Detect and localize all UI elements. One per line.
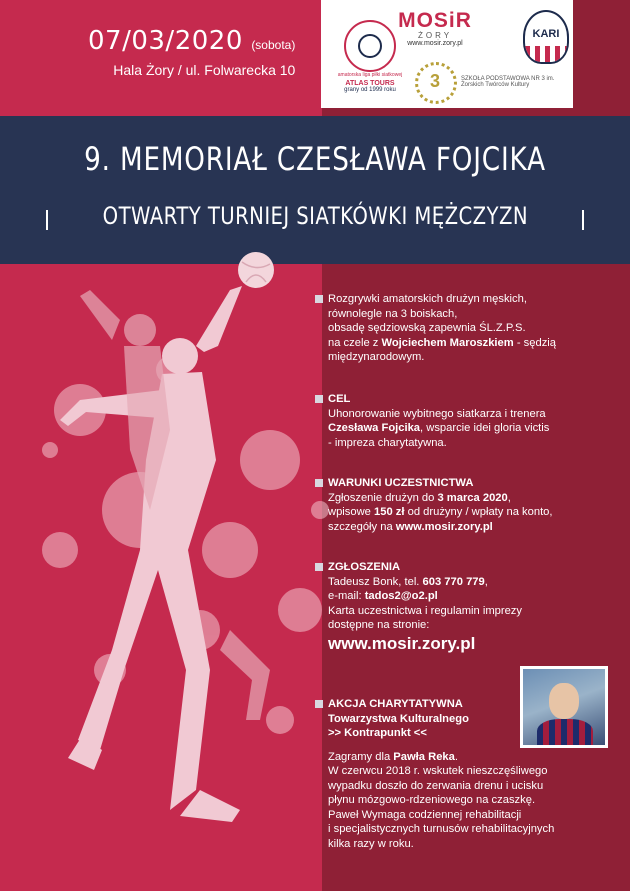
shield-icon bbox=[523, 10, 569, 64]
entry-fee: 150 zł bbox=[374, 506, 405, 518]
square-bullet-icon bbox=[315, 395, 323, 403]
mosir-city: ŻORY bbox=[417, 31, 453, 40]
akcja-line: Paweł Wymaga codziennej rehabilitacji bbox=[328, 808, 522, 821]
event-venue: Hala Żory / ul. Folwarecka 10 bbox=[113, 62, 296, 78]
akcja-line: płynu mózgowo-rdzeniowego na czaszkę. bbox=[328, 794, 536, 806]
akcja-line: kilka razy w roku. bbox=[328, 837, 414, 850]
mosir-word: MOSiR bbox=[398, 9, 472, 32]
cel-text: , wsparcie idei gloria victis bbox=[420, 422, 550, 434]
event-day: (sobota) bbox=[251, 38, 296, 52]
kari-stripes bbox=[525, 46, 567, 62]
intro-line: Rozgrywki amatorskich drużyn męskich, bbox=[328, 293, 527, 305]
section-warunki bbox=[328, 476, 624, 534]
website-link[interactable]: www.mosir.zory.pl bbox=[328, 633, 476, 653]
warunki-heading: WARUNKI UCZESTNICTWA bbox=[328, 477, 474, 489]
kari-name: KARI bbox=[532, 28, 560, 40]
warunki-text: Zgłoszenie drużyn do bbox=[328, 491, 438, 504]
section-intro bbox=[328, 292, 624, 365]
kari-logo bbox=[523, 10, 567, 60]
square-bullet-icon bbox=[315, 563, 323, 571]
akcja-line: W czerwcu 2018 r. wskutek nieszczęśliwego bbox=[328, 765, 548, 777]
cel-heading: CEL bbox=[328, 393, 351, 405]
zgloszenia-text: Tadeusz Bonk, tel. bbox=[328, 575, 423, 588]
akcja-line bbox=[328, 750, 624, 765]
sponsor-logos bbox=[321, 0, 573, 108]
honoree-name: Czesława Fojcika bbox=[328, 422, 421, 434]
square-bullet-icon bbox=[315, 700, 323, 708]
event-subtitle: OTWARTY TURNIEJ SIATKÓWKI MĘŻCZYZN bbox=[102, 202, 528, 230]
header bbox=[0, 0, 630, 108]
akcja-text: Zagramy dla bbox=[328, 750, 394, 763]
cel-line bbox=[328, 421, 624, 436]
zgloszenia-line bbox=[328, 589, 624, 604]
akcja-heading: AKCJA CHARYTATYWNA bbox=[328, 698, 463, 710]
zgloszenia-line: Karta uczestnictwa i regulamin imprezy bbox=[328, 604, 522, 617]
warunki-text: , bbox=[507, 491, 511, 504]
cel-line: Uhonorowanie wybitnego siatkarza i trenera bbox=[328, 407, 546, 420]
square-bullet-icon bbox=[315, 479, 323, 487]
title-band bbox=[0, 116, 630, 264]
akcja-org-name: >> Kontrapunkt << bbox=[328, 727, 427, 739]
event-info bbox=[88, 26, 295, 78]
akcja-text: . bbox=[454, 750, 458, 763]
atlas-arc-text: amatorska liga piłki siatkowej bbox=[337, 72, 403, 78]
akcja-line: wypadku doszło do zerwania drenu i ucisku bbox=[328, 779, 544, 792]
intro-line: międzynarodowym. bbox=[328, 351, 425, 363]
sp3-text: SZKOŁA PODSTAWOWA NR 3 im. Żorskich Twórców Kultury bbox=[461, 76, 555, 88]
details-link[interactable]: www.mosir.zory.pl bbox=[395, 520, 493, 533]
warunki-line bbox=[328, 491, 624, 506]
intro-text: - sędzią bbox=[513, 336, 556, 349]
volleyball-players-illustration bbox=[20, 250, 340, 850]
warunki-text: szczegóły na bbox=[328, 520, 396, 533]
zgloszenia-text: e-mail: bbox=[328, 590, 365, 602]
subtitle-row bbox=[0, 202, 630, 230]
mosir-url: www.mosir.zory.pl bbox=[407, 40, 463, 47]
warunki-text: od drużyny / wpłaty na konto, bbox=[404, 506, 553, 518]
akcja-line: i specjalistycznych turnusów rehabilitacyjnych bbox=[328, 823, 555, 835]
intro-line: równolegle na 3 boiskach, bbox=[328, 307, 458, 320]
atlas-name: ATLAS TOURS bbox=[345, 80, 395, 87]
section-cel bbox=[328, 392, 624, 450]
zgloszenia-line: dostępne na stronie: bbox=[328, 619, 430, 631]
akcja-org: Towarzystwa Kulturalnego bbox=[328, 712, 469, 725]
intro-line bbox=[328, 336, 624, 351]
beneficiary-name: Pawła Reka bbox=[393, 750, 455, 763]
referee-name: Wojciechem Maroszkiem bbox=[381, 336, 514, 349]
subtitle-bar-right bbox=[582, 210, 584, 230]
email-link[interactable]: tados2@o2.pl bbox=[364, 590, 438, 602]
zgloszenia-text: , bbox=[484, 575, 488, 588]
phone-number[interactable]: 603 770 779 bbox=[422, 575, 485, 588]
subtitle-bar-left bbox=[46, 210, 48, 230]
deadline-date: 3 marca 2020 bbox=[437, 491, 508, 504]
atlas-sub: grany od 1999 roku bbox=[344, 87, 396, 93]
cel-line: - impreza charytatywna. bbox=[328, 436, 447, 449]
section-akcja bbox=[328, 697, 624, 851]
warunki-line bbox=[328, 520, 624, 535]
intro-line: obsadę sędziowską zapewnia ŚL.Z.P.S. bbox=[328, 322, 526, 334]
warunki-line bbox=[328, 505, 624, 520]
sp3-number: 3 bbox=[430, 71, 441, 91]
event-title: 9. MEMORIAŁ CZESŁAWA FOJCIKA bbox=[84, 140, 546, 178]
intro-text: na czele z bbox=[328, 336, 382, 349]
volleyball-icon bbox=[238, 252, 274, 288]
section-zgloszenia bbox=[328, 560, 624, 655]
zgloszenia-heading: ZGŁOSZENIA bbox=[328, 561, 401, 573]
warunki-text: wpisowe bbox=[328, 506, 375, 518]
zgloszenia-line bbox=[328, 575, 624, 590]
square-bullet-icon bbox=[315, 295, 323, 303]
laurel-icon bbox=[415, 62, 457, 104]
mosir-logo bbox=[383, 10, 487, 47]
event-date: 07/03/2020 bbox=[88, 26, 243, 56]
